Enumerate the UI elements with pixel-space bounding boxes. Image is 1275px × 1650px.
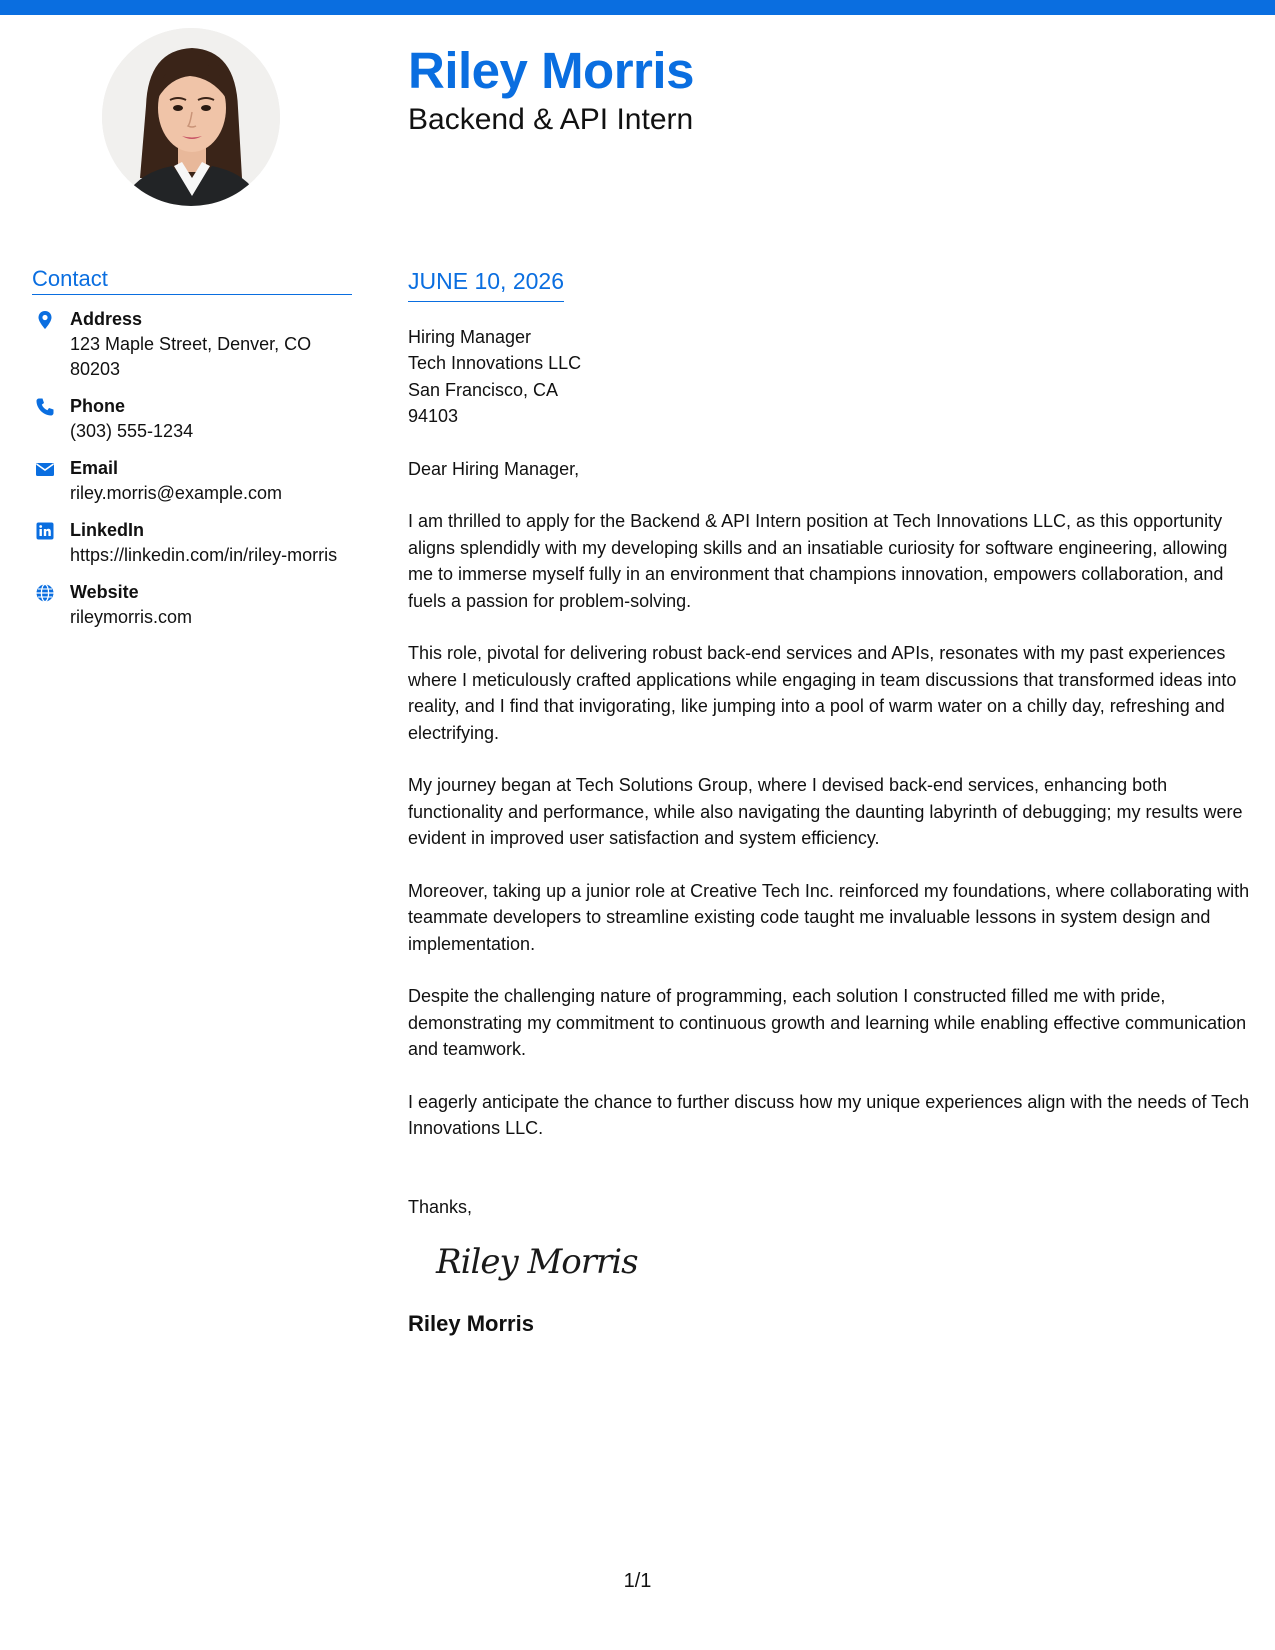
- handwritten-signature: Riley Morris: [436, 1242, 638, 1283]
- email-icon: [35, 459, 55, 479]
- contact-label: Website: [70, 582, 139, 603]
- globe-icon: [35, 583, 55, 603]
- letter-paragraph: Despite the challenging nature of programming, each solution I constructed filled me with pride, demonstrating my commitment to continuous growth and learning while enabling effective communication and teamwork.: [408, 986, 1247, 1060]
- contact-label: Email: [70, 458, 119, 479]
- letter-paragraph: My journey began at Tech Solutions Group, where I devised back-end services, enhancing both functionality and performance, while also navigating the daunting labyrinth of debugging; my results were evident in improved user satisfaction and system efficiency.: [408, 775, 1243, 849]
- contact-item-website: [32, 580, 352, 630]
- contact-item-phone: [32, 394, 352, 444]
- location-pin-icon: [35, 310, 55, 330]
- salutation: Dear Hiring Manager,: [408, 458, 580, 479]
- contact-item-linkedin: [32, 518, 352, 568]
- phone-icon: [35, 397, 55, 417]
- letter-paragraph: Moreover, taking up a junior role at Creative Tech Inc. reinforced my foundations, where collaborating with teammate developers to streamline existing code taught me invaluable lessons in system design and implementation.: [408, 880, 1250, 954]
- contact-section-title: Contact: [32, 266, 352, 295]
- contact-item-address: [32, 307, 352, 382]
- contact-value[interactable]: rileymorris.com: [70, 607, 193, 628]
- top-accent-bar: [0, 0, 1275, 15]
- applicant-name: Riley Morris: [408, 42, 694, 99]
- page-number: 1/1: [623, 1570, 652, 1592]
- letter-body: [408, 268, 1250, 1337]
- signer-name: Riley Morris: [408, 1310, 534, 1336]
- letter-paragraph: This role, pivotal for delivering robust back-end services and APIs, resonates with my past experiences where I meticulously crafted applications while engaging in team discussions that transformed ideas into reality, and I find that invigorating, like jumping into a pool of warm water on a chilly day, refreshing and electrifying.: [408, 643, 1237, 743]
- closing: Thanks,: [408, 1196, 473, 1217]
- contact-value: (303) 555-1234: [70, 421, 194, 442]
- contact-label: LinkedIn: [70, 520, 145, 541]
- letter-paragraph: I eagerly anticipate the chance to further discuss how my unique experiences align with the needs of Tech Innovations LLC.: [408, 1091, 1250, 1139]
- contact-item-email: [32, 456, 352, 506]
- linkedin-icon: [35, 521, 55, 541]
- recipient-line: 94103: [408, 406, 459, 427]
- contact-list: [32, 307, 352, 630]
- recipient-block: [408, 324, 1250, 430]
- letter-paragraph: I am thrilled to apply for the Backend & API Intern position at Tech Innovations LLC, as this opportunity aligns splendidly with my developing skills and an insatiable curiosity for software engineering, allowing me to immerse myself fully in an environment that champions innovation, empowers collaboration, and fuels a passion for problem-solving.: [408, 511, 1228, 611]
- contact-sidebar: [32, 266, 352, 642]
- applicant-role: Backend & API Intern: [408, 103, 694, 136]
- contact-value: 123 Maple Street, Denver, CO 80203: [70, 334, 312, 380]
- recipient-line: Hiring Manager: [408, 326, 532, 347]
- recipient-line: San Francisco, CA: [408, 379, 559, 400]
- contact-label: Phone: [70, 396, 126, 417]
- letter-date: JUNE 10, 2026: [408, 268, 564, 302]
- profile-photo: [102, 28, 280, 206]
- recipient-line: Tech Innovations LLC: [408, 353, 582, 374]
- contact-label: Address: [70, 309, 143, 330]
- contact-value[interactable]: riley.morris@example.com: [70, 483, 282, 504]
- contact-value[interactable]: https://linkedin.com/in/riley-morris: [70, 545, 338, 566]
